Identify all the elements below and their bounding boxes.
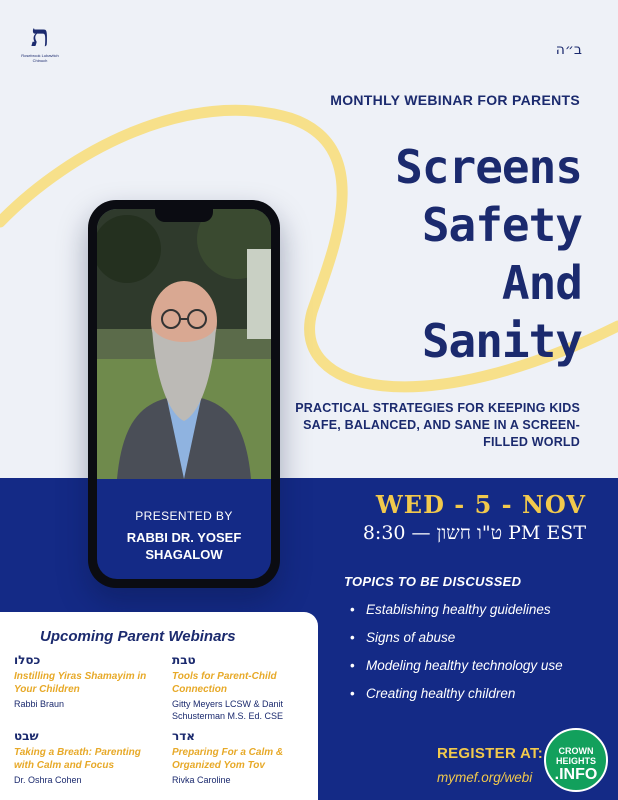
webinar-speaker: Gitty Meyers LCSW & Danit Schusterman M.S. Ed. CSE: [172, 699, 284, 721]
logo-text: Rosebrook Lubavitch Chinuch: [21, 53, 59, 63]
subtitle: PRACTICAL STRATEGIES FOR KEEPING KIDS SAFE, BALANCED, AND SANE IN A SCREEN-FILLED WORLD: [295, 401, 580, 449]
list-item: [350, 624, 610, 652]
title-line: Safety: [421, 198, 582, 252]
topics-heading: TOPICS TO BE DISCUSSED: [344, 574, 522, 589]
logo-mark: ת: [30, 19, 50, 54]
list-item: [350, 596, 610, 624]
title-line: Sanity: [421, 314, 582, 368]
topics-list: [350, 596, 610, 708]
presented-by-label: PRESENTED BY: [135, 509, 233, 523]
webinar-item: [14, 652, 159, 710]
crown-heights-badge: [544, 728, 608, 792]
webinar-month: טבת: [172, 653, 196, 667]
event-time: ט"ו חשון — 8:30 PM EST: [362, 522, 586, 544]
webinar-speaker: Rivka Caroline: [172, 775, 231, 785]
topic-text: Establishing healthy guidelines: [366, 602, 551, 617]
title-line: And: [501, 256, 582, 310]
webinar-title: Instilling Yiras Shamayim in Your Children: [14, 671, 147, 695]
register-label: REGISTER AT:: [437, 745, 544, 762]
bullet-icon: •: [350, 686, 355, 701]
webinar-month: שבט: [14, 729, 39, 743]
webinar-speaker: Rabbi Braun: [14, 699, 65, 709]
badge-line: CROWN: [558, 746, 594, 756]
phone-screen: [97, 209, 271, 579]
topic-text: Signs of abuse: [366, 630, 456, 645]
presenter-name: RABBI DR. YOSEF SHAGALOW: [126, 530, 242, 562]
presenter-photo: [97, 209, 271, 479]
webinar-title: Tools for Parent-Child Connection: [172, 671, 277, 695]
webinar-speaker: Dr. Oshra Cohen: [14, 775, 82, 785]
webinar-month: אדר: [172, 729, 196, 743]
list-item: [350, 652, 610, 680]
organization-logo: [20, 19, 60, 63]
bullet-icon: •: [350, 658, 355, 673]
topic-text: Modeling healthy technology use: [366, 658, 563, 673]
webinar-item: [172, 652, 317, 722]
register-link[interactable]: mymef.org/webi: [437, 770, 533, 785]
webinar-month: כסלו: [14, 653, 41, 667]
topic-text: Creating healthy children: [366, 686, 516, 701]
event-date: WED - 5 - NOV: [375, 490, 586, 519]
webinar-item: [14, 728, 159, 786]
phone-notch: [155, 209, 213, 222]
webinar-title: Preparing For a Calm & Organized Yom Tov: [172, 747, 284, 771]
badge-line: .INFO: [554, 766, 598, 783]
webinar-item: [172, 728, 317, 786]
poster-title: [342, 138, 582, 370]
phone-mockup: [88, 200, 280, 588]
bullet-icon: •: [350, 630, 355, 645]
bullet-icon: •: [350, 602, 355, 617]
webinar-title: Taking a Breath: Parenting with Calm and Focus: [14, 747, 141, 771]
title-line: Screens: [395, 140, 582, 194]
bh-mark: ב״ה: [555, 42, 582, 58]
kicker: MONTHLY WEBINAR FOR PARENTS: [330, 92, 580, 108]
list-item: [350, 680, 610, 708]
upcoming-title: Upcoming Parent Webinars: [40, 628, 236, 645]
badge-line: HEIGHTS: [555, 756, 596, 766]
